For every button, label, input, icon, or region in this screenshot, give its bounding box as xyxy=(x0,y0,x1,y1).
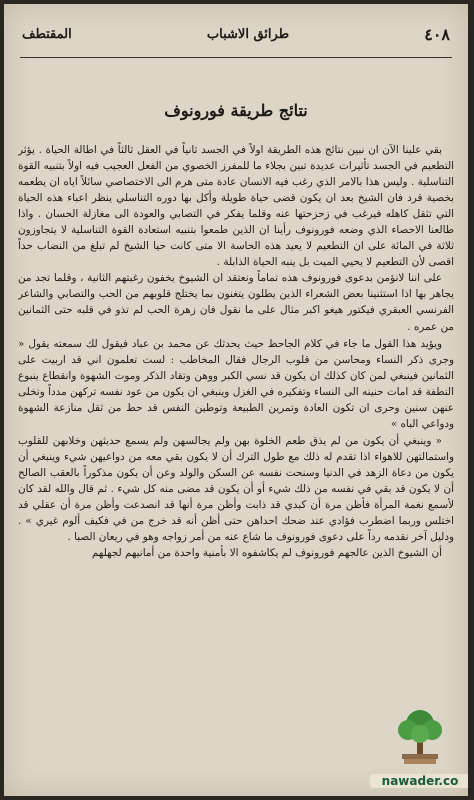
running-header xyxy=(22,14,450,54)
running-title: طرائق الاشباب xyxy=(206,26,290,42)
paragraph: أن الشيوخ الذين عالجهم فورونوف لم يكاشفوه الا بأمنية واحدة من أمانيهم لجهلهم xyxy=(91,547,442,560)
journal-name: المقتطف xyxy=(22,26,72,42)
paragraph: على اننا لانؤمن بدعوى فورونوف هذه تماماً ونعتقد ان الشيوخ يخفون رغبتهم الثانية ، وقلما تجد من يجاهر بها اذا استثنينا بعض الشعراء الذين يطلون يتغنون بما يختلج قلوبهم من الحب والتصابي والشاعر الفرنسي العبقري فيكتور هيغو اكبر مثال على ما نقول فان زهرة الحب لم تذو في قلبه حتى الثمانين من عمره . xyxy=(18,272,454,333)
header-rule xyxy=(20,57,452,58)
tree-logo-icon xyxy=(388,704,452,768)
paragraph: بقي علينا الآن ان نبين نتائج هذه الطريقة اولاً في الجسد ثانياً في العقل ثالثاً في اطالة الحياة . يؤثر التطعيم في الجسد تأثيرات عديدة تبين بجلاء ما للمفرز الخصوي من الفعل العجيب فيه اولاً بتنبيه القوة التناسلية . وليس هذا بالامر الذي رغب فيه الانسان عادة متى هرم الى الاختصاصي سائلاً اياه ان يطعمه بخصية قرد فان الشيخ بعد ان يكون قضى حياة طويلة وأكل بها دوره التناسلي ينظر اعباء هذه الحياة التي تثقل كاهله فيرغب في زحزحتها عنه وقلما يفكر في التصابي والعودة الى مغازلة الحسان . واذا طالعنا الاحصاء الذي وضعه فورونوف رأينا ان الذين طمعوا بتنبيه استعادة القوة التناسلية لا يتجاوزون ثلاثة في المائة على ان التطعيم لا يعيد هذه الحاسة الا متى كانت حيا الشيخ لم تبلغ من النضاب حداً اقصى لأن التطعيم لا يحيي الميت بل ينبه الحياة الذابلة . xyxy=(18,144,454,269)
scanned-page xyxy=(4,4,468,796)
paragraph: ويؤيد هذا القول ما جاء في كلام الجاحظ حيث يحدثك عن محمد بن عباد فيقول لك سمعته يقول « وجرى ذكر النساء ومحاسن من قلوب الرجال فقال المخاطب : لست تعلمون اني قد اربيت على الثمانين فينبغي لمن كان كذلك ان يكون قد نسي الكبر ووهن وتقاد الذكر وموت الشهوة وانقطاع ينبوع النطفة قد امات حنينه الى النساء وتفكيره في الغزل وينبغي ان يكون من عود نفسه تركهن مدداً وتخلى عنهن سنين وحرى ان تكون العادة وتمرين الطبيعة وتوطين النفس قد حط من ثقل منازعة الشهوة ودواعي الباه » xyxy=(18,337,454,430)
section-title: نتائج طريقة فورونوف xyxy=(164,101,308,120)
paragraph: « وينبغي أن يكون من لم يذق طعم الخلوة بهن ولم يجالسهن ولم يسمع حديثهن وخلابهن للقلوب واستمالتهن للاهواء اذا تقدم له ذلك مع طول الترك أن لا يكون بقي معه من دواعيهن شيء وينبغي أن يكون من دعاة الزهد في الدنيا وسنحت نفسه عن السكن والولد وعن أن يكون مذكوراً بالعقب الصالح أن لا يكون قد بقي في نفسه من ذلك شيء أو أن يكون قد مضى منه كل شيء . ثم قال والله لقد كان لأسمع نغمة المرأة فأظن مرة أن كبدي قد ذابت وأظن مرة أنها قد انصدعت وأظن مرة أن عقلي قد اختلس وربما اضطرب فؤادي عند ضحك احداهن حتى أظن أنه قد خرج من في فكيف ألوم غيري » . ودليل آخر نقدمه رداً على دعوى فورونوف ما شاع عنه من أمر زواجه وهو في ريعان الصبا . xyxy=(18,434,454,544)
page-number: ٤٠٨ xyxy=(424,24,450,44)
watermark-url: nawader.co xyxy=(370,774,468,788)
site-watermark xyxy=(370,704,468,796)
article-body xyxy=(18,142,454,782)
